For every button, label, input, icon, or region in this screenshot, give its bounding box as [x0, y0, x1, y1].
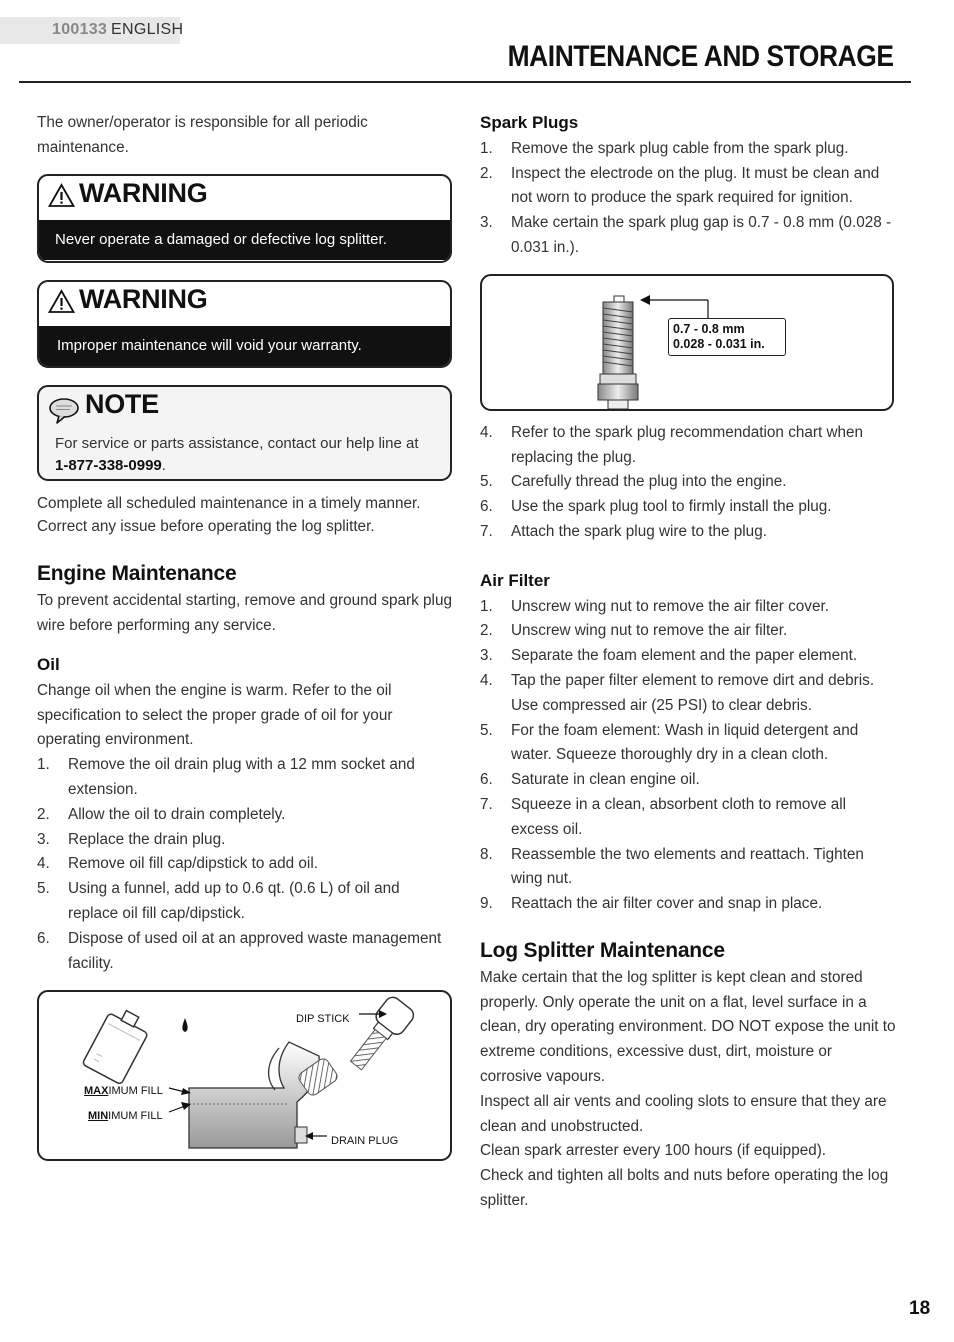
list-item: 5. Using a funnel, add up to 0.6 qt. (0.6 L) of oil and replace oil fill cap/dipstick. — [37, 880, 400, 922]
schedule-text: Complete all scheduled maintenance in a timely manner. Correct any issue before operating the log splitter. — [37, 494, 421, 536]
oil-figure — [37, 990, 452, 1161]
gap-callout — [668, 318, 786, 356]
help-line-phone: 1-877-338-0999 — [55, 457, 162, 475]
header-rule — [19, 81, 911, 83]
spark-steps-list-continued — [480, 421, 896, 545]
log-splitter-text-4: Check and tighten all bolts and nuts before operating the log splitter. — [480, 1167, 889, 1209]
warning-title: WARNING — [79, 177, 208, 208]
log-splitter-text-3: Clean spark arrester every 100 hours (if equipped). — [480, 1142, 827, 1160]
note-text: For service or parts assistance, contact our help line at 1-877-338-0999. — [55, 434, 419, 475]
list-item: 3. Make certain the spark plug gap is 0.7 - 0.8 mm (0.028 - 0.031 in.). — [480, 214, 892, 256]
list-item: 2. Inspect the electrode on the plug. It must be clean and not worn to produce the spark required for ignition. — [480, 164, 880, 207]
note-title: NOTE — [85, 388, 159, 419]
dipstick-icon — [343, 994, 416, 1075]
list-item: 2. Unscrew wing nut to remove the air filter. — [480, 622, 788, 640]
list-item: 4. Remove oil fill cap/dipstick to add oil. — [37, 855, 318, 873]
log-splitter-text-1: Make certain that the log splitter is kept clean and stored properly. Only operate the unit on a flat, level surface in a clean, dry operating environment. DO NOT expose the unit to extreme conditions, excessive dust, dirt, moisture or corrosive vapours. — [480, 968, 896, 1085]
list-item: 1. Unscrew wing nut to remove the air filter cover. — [480, 597, 829, 615]
air-filter-steps-list — [480, 595, 896, 917]
list-item: 3. Separate the foam element and the paper element. — [480, 647, 858, 665]
oil-steps-list — [37, 753, 452, 976]
maximum-fill-label: MAXIMUM FILL — [84, 1085, 163, 1098]
page-number: 18 — [909, 1298, 931, 1319]
warning-triangle-icon — [48, 289, 75, 314]
list-item: 5. Carefully thread the plug into the engine. — [480, 473, 787, 491]
list-item: 6. Dispose of used oil at an approved waste management facility. — [37, 929, 442, 972]
spark-steps-list — [480, 137, 896, 261]
warning-box-damaged — [37, 174, 452, 263]
left-column — [37, 111, 452, 1161]
list-item: 9. Reattach the air filter cover and snap in place. — [480, 895, 823, 913]
gap-mm-label: 0.7 - 0.8 mm — [673, 321, 745, 336]
gap-in-label: 0.028 - 0.031 in. — [673, 337, 765, 352]
page-title: MAINTENANCE AND STORAGE — [508, 40, 894, 73]
engine-maintenance-heading: Engine Maintenance — [37, 561, 237, 585]
speech-bubble-icon — [48, 397, 80, 425]
spark-plugs-heading: Spark Plugs — [480, 113, 579, 132]
oil-text: Change oil when the engine is warm. Refer to the oil specification to select the proper grade of oil for your operating environment. — [37, 681, 393, 749]
intro-text: The owner/operator is responsible for all periodic maintenance. — [37, 114, 368, 156]
air-filter-heading: Air Filter — [480, 570, 550, 590]
doc-language: ENGLISH — [111, 21, 184, 38]
warning-text: Improper maintenance will void your warranty. — [39, 326, 450, 366]
list-item: 6. Saturate in clean engine oil. — [480, 771, 700, 789]
list-item: 7. Squeeze in a clean, absorbent cloth to remove all excess oil. — [480, 795, 847, 838]
list-item: 1. Remove the oil drain plug with a 12 mm socket and extension. — [37, 756, 415, 798]
oil-drop-icon — [182, 1018, 187, 1032]
right-column — [480, 111, 896, 1214]
oil-bottle-icon — [82, 1004, 153, 1085]
engine-maintenance-text: To prevent accidental starting, remove and ground spark plug wire before performing any service. — [37, 592, 452, 635]
list-item: 3. Replace the drain plug. — [37, 830, 226, 848]
warning-title: WARNING — [79, 283, 208, 314]
list-item: 4. Refer to the spark plug recommendation chart when replacing the plug. — [480, 423, 864, 466]
list-item: 8. Reassemble the two elements and reattach. Tighten wing nut. — [480, 845, 864, 888]
list-item: 5. For the foam element: Wash in liquid detergent and water. Squeeze thoroughly dry in a clean cloth. — [480, 721, 859, 764]
list-item: 2. Allow the oil to drain completely. — [37, 805, 286, 823]
oil-heading: Oil — [37, 654, 60, 674]
list-item: 7. Attach the spark plug wire to the plug. — [480, 522, 767, 540]
spark-plug-figure — [480, 274, 894, 411]
log-splitter-maintenance-heading: Log Splitter Maintenance — [480, 938, 725, 962]
warning-triangle-icon — [48, 183, 75, 208]
drain-plug-label: DRAIN PLUG — [331, 1135, 399, 1148]
dipstick-label: DIP STICK — [296, 1013, 350, 1026]
doc-number: 100133 — [52, 21, 108, 38]
log-splitter-text-2: Inspect all air vents and cooling slots to ensure that they are clean and unobstructed. — [480, 1092, 887, 1135]
minimum-fill-label: MINIMUM FILL — [88, 1110, 163, 1123]
list-item: 6. Use the spark plug tool to firmly install the plug. — [480, 498, 832, 516]
warning-text: Never operate a damaged or defective log splitter. — [39, 220, 450, 260]
list-item: 4. Tap the paper filter element to remove dirt and debris. Use compressed air (25 PSI) to clear debris. — [480, 671, 875, 714]
header-tab — [0, 17, 184, 44]
note-box — [37, 385, 452, 481]
warning-box-warranty — [37, 280, 452, 368]
list-item: 1. Remove the spark plug cable from the spark plug. — [480, 139, 849, 157]
